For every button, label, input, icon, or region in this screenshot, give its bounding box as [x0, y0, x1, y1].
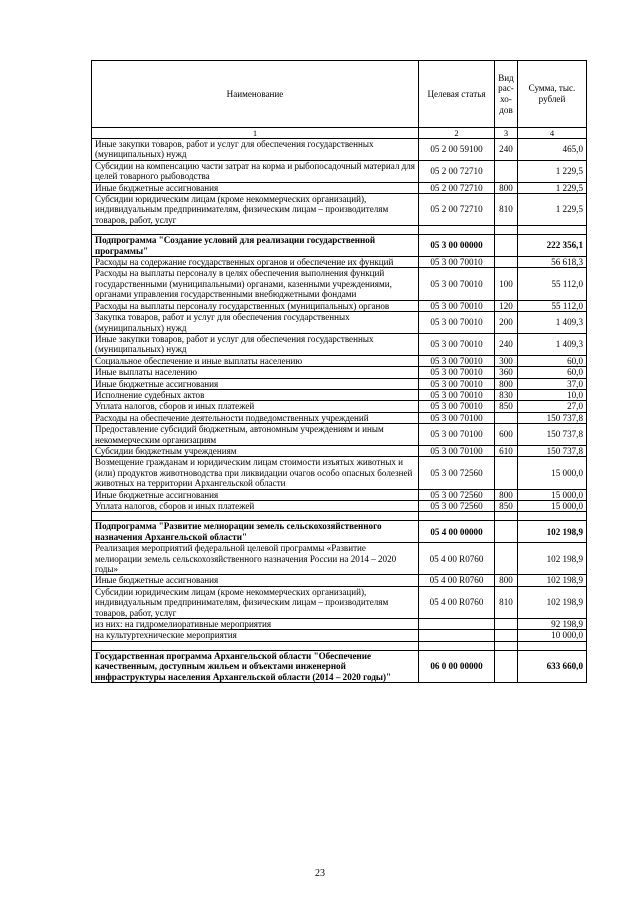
row-kind: 830 — [495, 389, 518, 400]
table-row — [92, 501, 587, 512]
table-row — [92, 194, 587, 226]
row-code: 05 4 00 R0760 — [419, 543, 495, 575]
row-kind: 600 — [495, 424, 518, 446]
header-kind: Вид рас-хо-дов — [495, 61, 518, 128]
subprogram-row — [92, 235, 587, 257]
row-kind — [495, 543, 518, 575]
row-code: 05 3 00 72560 — [419, 489, 495, 500]
row-name: Возмещение гражданам и юридическим лицам стоимости изъятых животных и (или) продуктов животноводства при ликвидации очагов особо опасных болезней животных на территории Архангельской области — [92, 457, 419, 489]
row-kind — [495, 235, 518, 257]
row-name: Уплата налогов, сборов и иных платежей — [92, 501, 419, 512]
row-name: Иные бюджетные ассигнования — [92, 182, 419, 193]
row-name: Иные выплаты населению — [92, 367, 419, 378]
row-kind: 240 — [495, 139, 518, 161]
row-code: 05 3 00 70100 — [419, 412, 495, 423]
row-name: Подпрограмма "Создание условий для реализации государственной программы" — [92, 235, 419, 257]
row-kind: 800 — [495, 182, 518, 193]
table-row — [92, 457, 587, 489]
row-name: из них: на гидромелиоративные мероприятия — [92, 619, 419, 630]
row-kind — [495, 412, 518, 423]
row-sum: 1 229,5 — [518, 194, 587, 226]
row-code: 05 3 00 70010 — [419, 401, 495, 412]
table-row — [92, 401, 587, 412]
row-name: Субсидии юридическим лицам (кроме некоммерческих организаций), индивидуальным предпринимателям, физическим лицам – производителям товаров, работ, услуг — [92, 586, 419, 618]
table-row — [92, 182, 587, 193]
table-row — [92, 389, 587, 400]
table-body — [92, 139, 587, 683]
row-sum: 150 737,8 — [518, 445, 587, 456]
row-code: 06 0 00 00000 — [419, 650, 495, 682]
row-name: Иные бюджетные ассигнования — [92, 575, 419, 586]
table-row — [92, 160, 587, 182]
page-number: 23 — [315, 868, 325, 879]
row-name: Предоставление субсидий бюджетным, автономным учреждениям и иным некоммерческим организациям — [92, 424, 419, 446]
row-sum: 15 000,0 — [518, 501, 587, 512]
empty-cell — [518, 641, 587, 650]
row-code: 05 4 00 R0760 — [419, 586, 495, 618]
row-code — [419, 630, 495, 641]
row-name: Субсидии на компенсацию части затрат на корма и рыбопосадочный материал для целей товарного рыбоводства — [92, 160, 419, 182]
empty-cell — [419, 226, 495, 235]
row-name: Субсидии бюджетным учреждениям — [92, 445, 419, 456]
row-name: Уплата налогов, сборов и иных платежей — [92, 401, 419, 412]
table-row — [92, 257, 587, 268]
table-row — [92, 367, 587, 378]
row-kind: 810 — [495, 586, 518, 618]
row-name: Подпрограмма "Развитие мелиорации земель сельскохозяйственного назначения Архангельской области" — [92, 521, 419, 543]
row-sum: 102 198,9 — [518, 521, 587, 543]
spacer-row — [92, 641, 587, 650]
empty-cell — [92, 226, 419, 235]
column-number-row — [92, 128, 587, 139]
table-row — [92, 586, 587, 618]
table-row — [92, 300, 587, 311]
subprogram-row — [92, 650, 587, 682]
row-sum: 1 409,3 — [518, 333, 587, 355]
row-code: 05 3 00 70010 — [419, 389, 495, 400]
row-name: Государственная программа Архангельской области "Обеспечение качественным, доступным жильем и объектами инженерной инфраструктуры населения Архангельской области (2014 – 2020 годы)" — [92, 650, 419, 682]
row-sum: 1 409,3 — [518, 312, 587, 334]
row-code: 05 3 00 70010 — [419, 355, 495, 366]
table-row — [92, 630, 587, 641]
empty-cell — [518, 512, 587, 521]
row-name: на культуртехнические мероприятия — [92, 630, 419, 641]
row-sum: 465,0 — [518, 139, 587, 161]
row-sum: 92 198,9 — [518, 619, 587, 630]
row-code: 05 3 00 70010 — [419, 257, 495, 268]
row-name: Расходы на содержание государственных органов и обеспечение их функций — [92, 257, 419, 268]
row-kind: 120 — [495, 300, 518, 311]
row-kind — [495, 619, 518, 630]
row-code: 05 3 00 70010 — [419, 312, 495, 334]
empty-cell — [92, 512, 419, 521]
row-sum: 60,0 — [518, 355, 587, 366]
row-name: Расходы на выплаты персоналу в целях обеспечения выполнения функций государственными (муниципальными) органами, казенными учреждениями, органами управления государственными внебюджетными фондами — [92, 268, 419, 300]
row-sum: 102 198,9 — [518, 543, 587, 575]
row-sum: 37,0 — [518, 378, 587, 389]
col-number: 3 — [495, 128, 518, 139]
table-row — [92, 575, 587, 586]
empty-cell — [419, 641, 495, 650]
row-sum: 150 737,8 — [518, 424, 587, 446]
row-kind: 850 — [495, 401, 518, 412]
row-code: 05 3 00 70010 — [419, 268, 495, 300]
row-kind: 240 — [495, 333, 518, 355]
header-sum: Сумма, тыс. рублей — [518, 61, 587, 128]
table-row — [92, 378, 587, 389]
row-kind: 200 — [495, 312, 518, 334]
row-kind: 100 — [495, 268, 518, 300]
col-number: 4 — [518, 128, 587, 139]
empty-cell — [92, 641, 419, 650]
row-code: 05 3 00 70010 — [419, 300, 495, 311]
row-sum: 102 198,9 — [518, 586, 587, 618]
row-sum: 222 356,1 — [518, 235, 587, 257]
header-name: Наименование — [92, 61, 419, 128]
row-kind: 850 — [495, 501, 518, 512]
row-code: 05 3 00 70010 — [419, 333, 495, 355]
row-kind — [495, 650, 518, 682]
table-row — [92, 355, 587, 366]
row-code: 05 3 00 70010 — [419, 367, 495, 378]
row-kind: 610 — [495, 445, 518, 456]
row-sum: 10,0 — [518, 389, 587, 400]
row-code: 05 4 00 R0760 — [419, 575, 495, 586]
spacer-row — [92, 226, 587, 235]
col-number: 1 — [92, 128, 419, 139]
row-sum: 55 112,0 — [518, 300, 587, 311]
row-sum: 15 000,0 — [518, 489, 587, 500]
row-code: 05 2 00 59100 — [419, 139, 495, 161]
table-header-row — [92, 61, 587, 128]
row-sum: 1 229,5 — [518, 182, 587, 193]
col-number: 2 — [419, 128, 495, 139]
row-kind — [495, 257, 518, 268]
row-code: 05 3 00 70100 — [419, 424, 495, 446]
row-name: Расходы на обеспечение деятельности подведомственных учреждений — [92, 412, 419, 423]
row-code: 05 3 00 70010 — [419, 378, 495, 389]
row-code: 05 3 00 72560 — [419, 457, 495, 489]
row-name: Иные бюджетные ассигнования — [92, 489, 419, 500]
row-code: 05 3 00 72560 — [419, 501, 495, 512]
empty-cell — [495, 512, 518, 521]
row-kind: 800 — [495, 489, 518, 500]
row-name: Иные бюджетные ассигнования — [92, 378, 419, 389]
row-kind — [495, 630, 518, 641]
table-row — [92, 312, 587, 334]
table-row — [92, 445, 587, 456]
row-kind: 810 — [495, 194, 518, 226]
row-kind — [495, 160, 518, 182]
row-code — [419, 619, 495, 630]
table-row — [92, 412, 587, 423]
row-sum: 1 229,5 — [518, 160, 587, 182]
row-name: Закупка товаров, работ и услуг для обеспечения государственных (муниципальных) нужд — [92, 312, 419, 334]
subprogram-row — [92, 521, 587, 543]
table-row — [92, 424, 587, 446]
row-code: 05 4 00 00000 — [419, 521, 495, 543]
table-row — [92, 268, 587, 300]
table-row — [92, 139, 587, 161]
row-kind: 300 — [495, 355, 518, 366]
row-sum: 27,0 — [518, 401, 587, 412]
row-code: 05 2 00 72710 — [419, 194, 495, 226]
empty-cell — [495, 226, 518, 235]
row-name: Расходы на выплаты персоналу государственных (муниципальных) органов — [92, 300, 419, 311]
empty-cell — [419, 512, 495, 521]
row-kind: 360 — [495, 367, 518, 378]
row-sum: 56 618,3 — [518, 257, 587, 268]
row-name: Социальное обеспечение и иные выплаты населению — [92, 355, 419, 366]
row-name: Реализация мероприятий федеральной целевой программы «Развитие мелиорации земель сельскохозяйственного назначения России на 2014 – 2020 годы» — [92, 543, 419, 575]
row-name: Иные закупки товаров, работ и услуг для обеспечения государственных (муниципальных) нужд — [92, 333, 419, 355]
header-article: Целевая статья — [419, 61, 495, 128]
row-sum: 102 198,9 — [518, 575, 587, 586]
row-name: Иные закупки товаров, работ и услуг для обеспечения государственных (муниципальных) нужд — [92, 139, 419, 161]
row-sum: 150 737,8 — [518, 412, 587, 423]
row-sum: 15 000,0 — [518, 457, 587, 489]
row-sum: 60,0 — [518, 367, 587, 378]
budget-table — [91, 60, 587, 683]
table-row — [92, 489, 587, 500]
row-code: 05 2 00 72710 — [419, 182, 495, 193]
row-sum: 55 112,0 — [518, 268, 587, 300]
row-kind — [495, 521, 518, 543]
row-name: Исполнение судебных актов — [92, 389, 419, 400]
row-code: 05 3 00 70100 — [419, 445, 495, 456]
row-name: Субсидии юридическим лицам (кроме некоммерческих организаций), индивидуальным предпринимателям, физическим лицам – производителям товаров, работ, услуг — [92, 194, 419, 226]
row-kind: 800 — [495, 378, 518, 389]
table-row — [92, 333, 587, 355]
row-kind: 800 — [495, 575, 518, 586]
row-kind — [495, 457, 518, 489]
empty-cell — [518, 226, 587, 235]
row-code: 05 2 00 72710 — [419, 160, 495, 182]
row-sum: 10 000,0 — [518, 630, 587, 641]
empty-cell — [495, 641, 518, 650]
row-code: 05 3 00 00000 — [419, 235, 495, 257]
spacer-row — [92, 512, 587, 521]
table-row — [92, 619, 587, 630]
row-sum: 633 660,0 — [518, 650, 587, 682]
table-row — [92, 543, 587, 575]
